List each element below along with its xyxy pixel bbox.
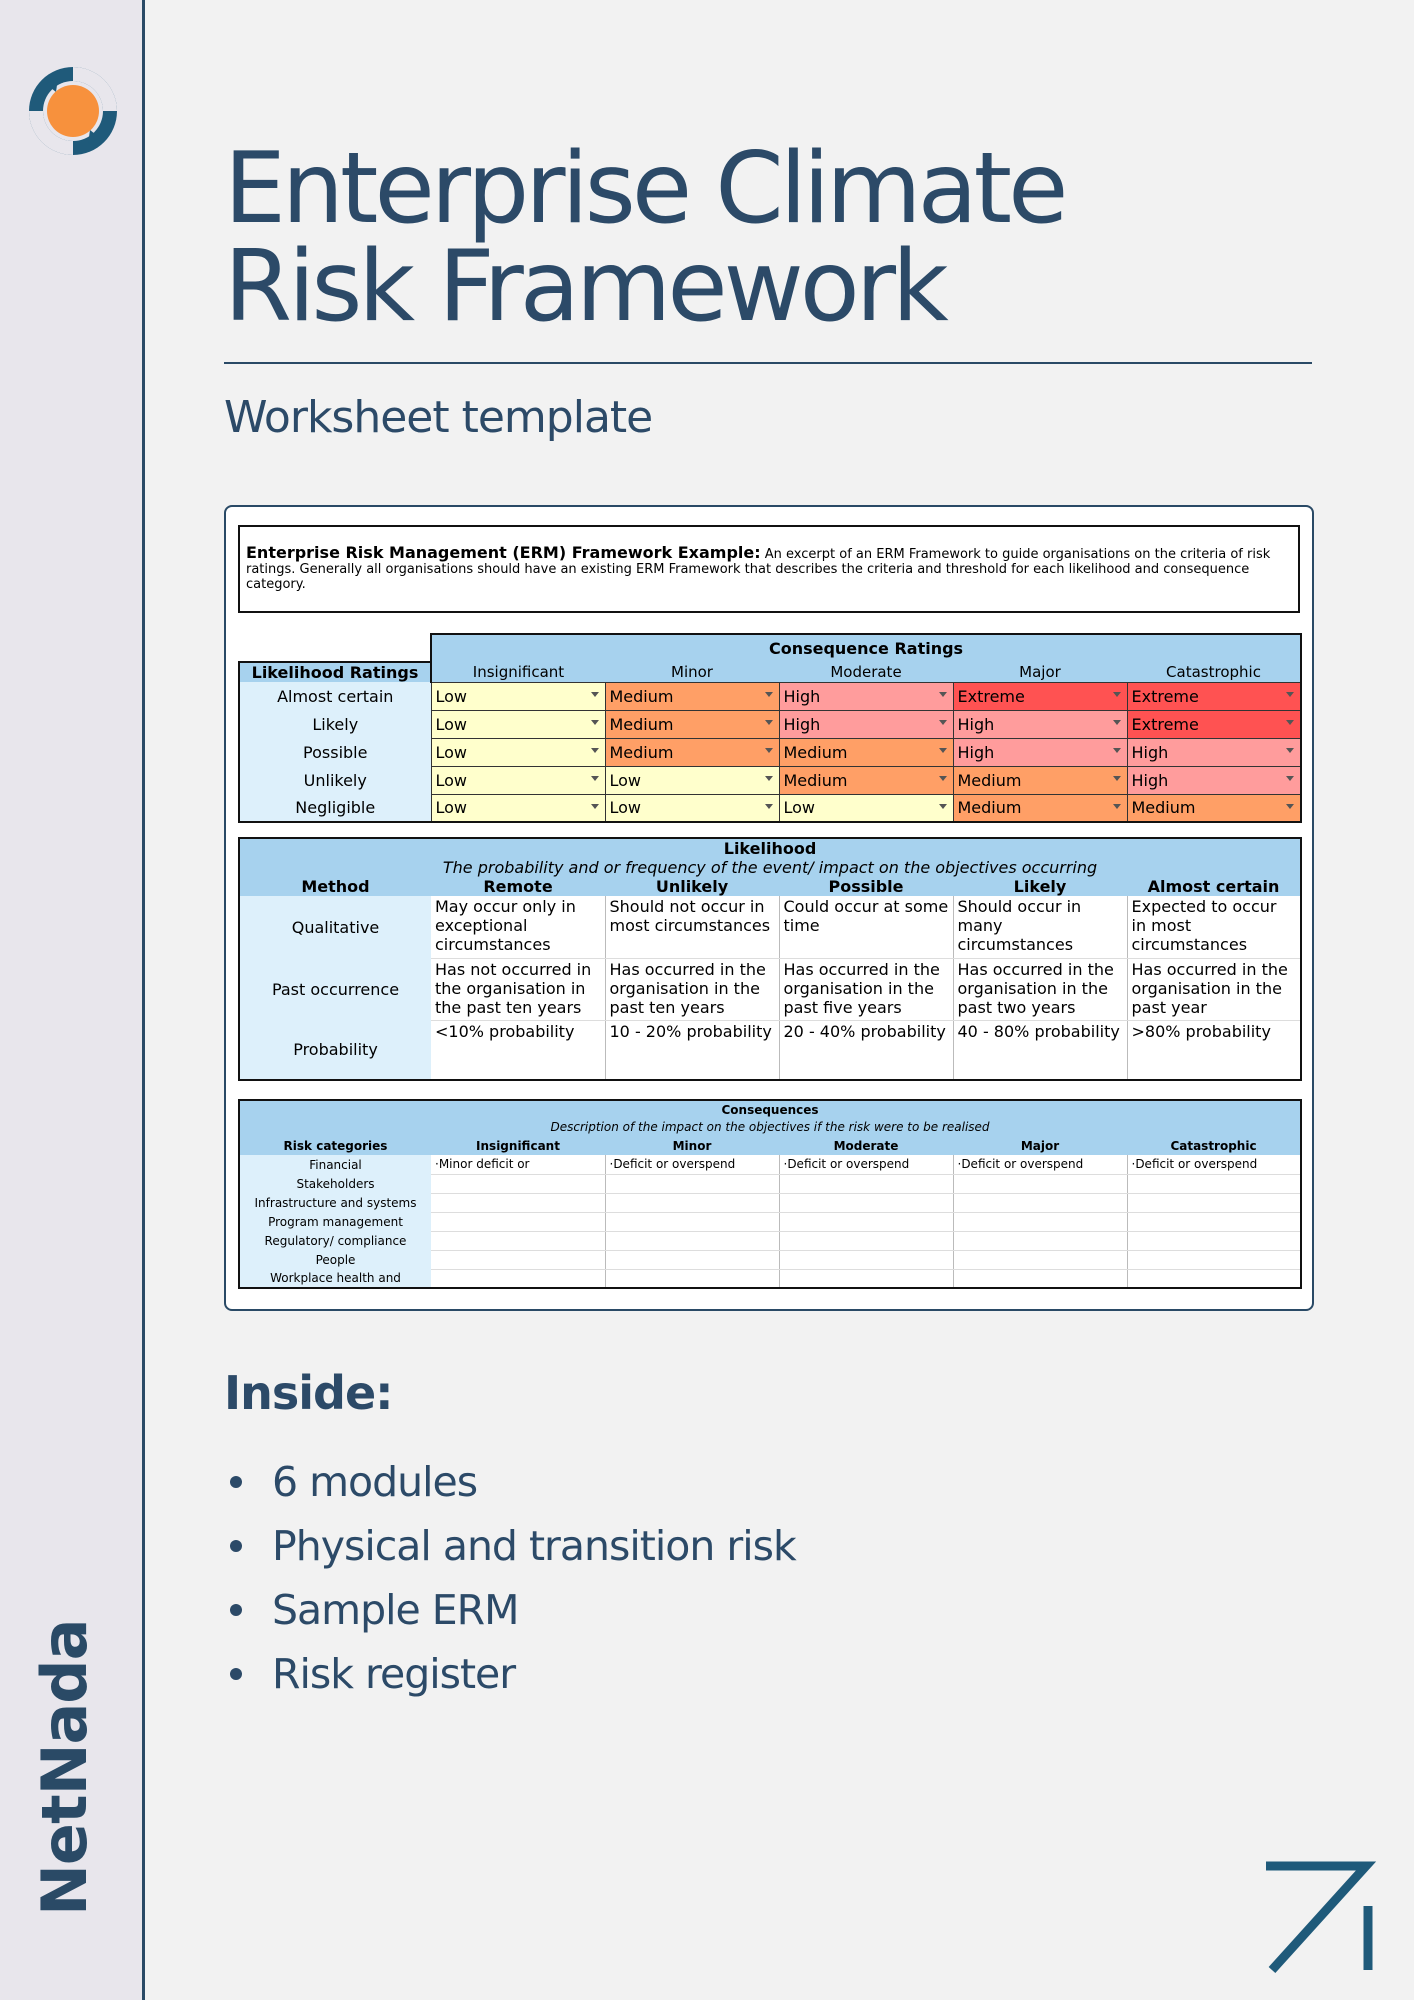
likelihood-cell: Expected to occur in most circumstances xyxy=(1127,896,1301,958)
risk-rating-dropdown[interactable] xyxy=(431,794,605,822)
risk-rating-value: Low xyxy=(435,770,468,790)
risk-rating-dropdown[interactable] xyxy=(779,738,953,766)
likelihood-title: Likelihood xyxy=(239,838,1301,858)
consequence-column-header: Catastrophic xyxy=(1127,1136,1301,1155)
dropdown-arrow-icon[interactable] xyxy=(765,776,773,781)
consequence-column-header: Insignificant xyxy=(431,662,605,682)
likelihood-cell: <10% probability xyxy=(431,1020,605,1080)
consequence-column-header: Insignificant xyxy=(431,1136,605,1155)
likelihood-column-header: Remote xyxy=(431,877,605,896)
consequence-column-header: Moderate xyxy=(779,662,953,682)
list-item-text: 6 modules xyxy=(272,1458,478,1506)
dropdown-arrow-icon[interactable] xyxy=(765,692,773,697)
consequence-column-header: Major xyxy=(953,1136,1127,1155)
consequences-description: Description of the impact on the objectives if the risk were to be realised xyxy=(239,1118,1301,1136)
risk-rating-value: Extreme xyxy=(957,686,1025,706)
consequence-cell[interactable] xyxy=(605,1231,779,1250)
risk-rating-dropdown[interactable] xyxy=(953,794,1127,822)
consequence-cell[interactable]: ·Deficit or overspend xyxy=(1127,1155,1301,1174)
likelihood-rating-label: Almost certain xyxy=(239,682,431,710)
likelihood-table xyxy=(238,837,1302,1081)
method-header: Method xyxy=(239,877,431,896)
consequence-cell[interactable] xyxy=(779,1174,953,1193)
risk-category-label: Workplace health and xyxy=(239,1269,431,1288)
consequence-cell[interactable] xyxy=(431,1250,605,1269)
likelihood-cell: >80% probability xyxy=(1127,1020,1301,1080)
likelihood-cell: Has occurred in the organisation in the past year xyxy=(1127,958,1301,1020)
matrix-row xyxy=(239,710,1301,738)
consequence-row xyxy=(239,1250,1301,1269)
likelihood-cell: Should not occur in most circumstances xyxy=(605,896,779,958)
consequence-cell[interactable]: ·Deficit or overspend xyxy=(779,1155,953,1174)
consequence-ratings-header: Consequence Ratings xyxy=(431,634,1301,662)
dropdown-arrow-icon[interactable] xyxy=(591,692,599,697)
method-label: Past occurrence xyxy=(239,958,431,1020)
consequence-cell[interactable] xyxy=(1127,1250,1301,1269)
risk-rating-dropdown[interactable] xyxy=(431,710,605,738)
risk-category-label: Infrastructure and systems xyxy=(239,1193,431,1212)
erm-intro-box xyxy=(238,525,1300,613)
risk-category-label: Financial xyxy=(239,1155,431,1174)
consequence-column-header: Minor xyxy=(605,1136,779,1155)
consequence-cell[interactable] xyxy=(953,1269,1127,1288)
risk-rating-value: Medium xyxy=(957,770,1022,790)
consequence-cell[interactable]: ·Deficit or overspend xyxy=(605,1155,779,1174)
risk-rating-dropdown[interactable] xyxy=(605,710,779,738)
risk-rating-value: High xyxy=(957,714,995,734)
consequence-cell[interactable] xyxy=(779,1231,953,1250)
likelihood-cell: Has occurred in the organisation in the past five years xyxy=(779,958,953,1020)
method-label: Probability xyxy=(239,1020,431,1080)
page-subtitle: Worksheet template xyxy=(224,392,653,443)
method-label: Qualitative xyxy=(239,896,431,958)
dropdown-arrow-icon[interactable] xyxy=(1113,804,1121,809)
worksheet-preview xyxy=(224,505,1314,1311)
likelihood-rating-label: Negligible xyxy=(239,794,431,822)
risk-rating-value: Extreme xyxy=(1131,686,1199,706)
dropdown-arrow-icon[interactable] xyxy=(765,804,773,809)
risk-rating-value: Low xyxy=(783,798,816,818)
likelihood-cell: Should occur in many circumstances xyxy=(953,896,1127,958)
dropdown-arrow-icon[interactable] xyxy=(765,720,773,725)
consequence-cell[interactable] xyxy=(953,1193,1127,1212)
likelihood-rating-label: Possible xyxy=(239,738,431,766)
dropdown-arrow-icon[interactable] xyxy=(591,804,599,809)
likelihood-cell: Has occurred in the organisation in the past two years xyxy=(953,958,1127,1020)
consequences-title: Consequences xyxy=(239,1100,1301,1118)
consequence-cell[interactable]: ·Deficit or overspend xyxy=(953,1155,1127,1174)
risk-rating-value: Low xyxy=(435,798,468,818)
dropdown-arrow-icon[interactable] xyxy=(1286,748,1294,753)
likelihood-cell: May occur only in exceptional circumstances xyxy=(431,896,605,958)
consequence-cell[interactable] xyxy=(605,1269,779,1288)
dropdown-arrow-icon[interactable] xyxy=(939,776,947,781)
risk-rating-dropdown[interactable] xyxy=(1127,766,1301,794)
consequence-cell[interactable] xyxy=(605,1174,779,1193)
bullet-icon xyxy=(230,1668,242,1680)
list-item xyxy=(224,1642,796,1706)
consequence-cell[interactable] xyxy=(605,1193,779,1212)
risk-rating-value: Low xyxy=(609,770,642,790)
risk-rating-value: High xyxy=(783,686,821,706)
consequence-cell[interactable] xyxy=(431,1269,605,1288)
list-item-text: Risk register xyxy=(272,1650,516,1698)
consequence-row xyxy=(239,1231,1301,1250)
risk-matrix-table xyxy=(238,633,1302,823)
risk-rating-dropdown[interactable] xyxy=(605,682,779,710)
dropdown-arrow-icon[interactable] xyxy=(1113,720,1121,725)
consequence-row xyxy=(239,1212,1301,1231)
consequence-cell[interactable] xyxy=(779,1193,953,1212)
risk-rating-dropdown[interactable] xyxy=(953,766,1127,794)
consequence-row xyxy=(239,1174,1301,1193)
risk-rating-dropdown[interactable] xyxy=(1127,794,1301,822)
risk-rating-value: High xyxy=(1131,742,1169,762)
consequence-cell[interactable] xyxy=(431,1212,605,1231)
dropdown-arrow-icon[interactable] xyxy=(939,720,947,725)
likelihood-ratings-header: Likelihood Ratings xyxy=(239,662,431,682)
consequences-table xyxy=(238,1099,1302,1289)
consequence-cell[interactable] xyxy=(953,1231,1127,1250)
likelihood-column-header: Unlikely xyxy=(605,877,779,896)
dropdown-arrow-icon[interactable] xyxy=(1286,692,1294,697)
bullet-icon xyxy=(230,1476,242,1488)
risk-rating-dropdown[interactable] xyxy=(779,794,953,822)
consequence-cell[interactable] xyxy=(1127,1193,1301,1212)
consequence-cell[interactable] xyxy=(1127,1231,1301,1250)
risk-rating-dropdown[interactable] xyxy=(779,766,953,794)
risk-rating-dropdown[interactable] xyxy=(1127,738,1301,766)
risk-rating-dropdown[interactable] xyxy=(431,738,605,766)
risk-rating-value: Medium xyxy=(609,686,674,706)
risk-rating-value: Medium xyxy=(609,714,674,734)
likelihood-cell: Has occurred in the organisation in the past ten years xyxy=(605,958,779,1020)
risk-rating-dropdown[interactable] xyxy=(779,682,953,710)
consequence-row xyxy=(239,1155,1301,1174)
consequence-column-header: Moderate xyxy=(779,1136,953,1155)
risk-category-label: Stakeholders xyxy=(239,1174,431,1193)
consequence-column-header: Major xyxy=(953,662,1127,682)
inside-heading: Inside: xyxy=(224,1366,393,1420)
dropdown-arrow-icon[interactable] xyxy=(591,776,599,781)
likelihood-column-header: Almost certain xyxy=(1127,877,1301,896)
dropdown-arrow-icon[interactable] xyxy=(591,720,599,725)
likelihood-description: The probability and or frequency of the event/ impact on the objectives occurring xyxy=(239,858,1301,877)
matrix-row xyxy=(239,794,1301,822)
likelihood-cell: 10 - 20% probability xyxy=(605,1020,779,1080)
consequence-cell[interactable] xyxy=(1127,1174,1301,1193)
likelihood-cell: Could occur at some time xyxy=(779,896,953,958)
likelihood-rating-label: Likely xyxy=(239,710,431,738)
consequence-cell[interactable] xyxy=(953,1174,1127,1193)
likelihood-column-header: Possible xyxy=(779,877,953,896)
dropdown-arrow-icon[interactable] xyxy=(939,804,947,809)
title-line-2: Risk Framework xyxy=(224,230,945,344)
risk-rating-value: Low xyxy=(435,714,468,734)
dropdown-arrow-icon[interactable] xyxy=(1113,692,1121,697)
likelihood-cell: Has not occurred in the organisation in the past ten years xyxy=(431,958,605,1020)
risk-rating-dropdown[interactable] xyxy=(605,794,779,822)
erm-text: An excerpt of an ERM Framework to guide organisations on the criteria of risk ratings. Generally all organisations should have an existing ERM Framework that describes the criteria and threshold for each likelihood and consequence category. xyxy=(246,547,1271,592)
risk-rating-dropdown[interactable] xyxy=(779,710,953,738)
consequence-cell[interactable] xyxy=(779,1250,953,1269)
consequence-cell[interactable] xyxy=(779,1212,953,1231)
list-item xyxy=(224,1578,796,1642)
erm-heading: Enterprise Risk Management (ERM) Framework Example: xyxy=(246,543,761,562)
likelihood-cell: 40 - 80% probability xyxy=(953,1020,1127,1080)
consequence-column-header: Catastrophic xyxy=(1127,662,1301,682)
dropdown-arrow-icon[interactable] xyxy=(1113,748,1121,753)
risk-rating-dropdown[interactable] xyxy=(953,738,1127,766)
list-item-text: Sample ERM xyxy=(272,1586,519,1634)
consequence-cell[interactable] xyxy=(1127,1212,1301,1231)
dropdown-arrow-icon[interactable] xyxy=(1113,776,1121,781)
list-item xyxy=(224,1514,796,1578)
risk-category-label: Regulatory/ compliance xyxy=(239,1231,431,1250)
risk-rating-dropdown[interactable] xyxy=(431,766,605,794)
likelihood-cell: 20 - 40% probability xyxy=(779,1020,953,1080)
consequence-cell[interactable] xyxy=(953,1212,1127,1231)
title-divider xyxy=(224,362,1312,364)
risk-rating-value: Extreme xyxy=(1131,714,1199,734)
dropdown-arrow-icon[interactable] xyxy=(765,748,773,753)
matrix-row xyxy=(239,682,1301,710)
risk-rating-dropdown[interactable] xyxy=(431,682,605,710)
dropdown-arrow-icon[interactable] xyxy=(1286,720,1294,725)
risk-category-label: People xyxy=(239,1250,431,1269)
risk-rating-value: Medium xyxy=(957,798,1022,818)
consequence-cell[interactable] xyxy=(431,1193,605,1212)
risk-categories-header: Risk categories xyxy=(239,1136,431,1155)
list-item xyxy=(224,1450,796,1514)
likelihood-column-header: Likely xyxy=(953,877,1127,896)
consequence-column-header: Minor xyxy=(605,662,779,682)
risk-rating-dropdown[interactable] xyxy=(953,682,1127,710)
risk-rating-value: High xyxy=(957,742,995,762)
risk-rating-value: High xyxy=(1131,770,1169,790)
dropdown-arrow-icon[interactable] xyxy=(1286,804,1294,809)
consequence-row xyxy=(239,1193,1301,1212)
risk-rating-dropdown[interactable] xyxy=(953,710,1127,738)
risk-rating-dropdown[interactable] xyxy=(1127,682,1301,710)
dropdown-arrow-icon[interactable] xyxy=(939,692,947,697)
likelihood-row xyxy=(239,896,1301,958)
risk-rating-value: Medium xyxy=(783,770,848,790)
risk-rating-dropdown[interactable] xyxy=(605,766,779,794)
risk-rating-dropdown[interactable] xyxy=(605,738,779,766)
list-item-text: Physical and transition risk xyxy=(272,1522,796,1570)
risk-rating-value: Low xyxy=(609,798,642,818)
risk-rating-value: Medium xyxy=(783,742,848,762)
risk-category-label: Program management xyxy=(239,1212,431,1231)
arrow-corner-icon xyxy=(1260,1858,1380,1978)
consequence-cell[interactable] xyxy=(953,1250,1127,1269)
consequence-cell[interactable]: ·Minor deficit or xyxy=(431,1155,605,1174)
likelihood-row xyxy=(239,958,1301,1020)
consequence-cell[interactable] xyxy=(431,1231,605,1250)
consequence-cell[interactable] xyxy=(431,1174,605,1193)
page-title xyxy=(224,132,1065,344)
netnada-logo-icon xyxy=(26,64,120,158)
risk-rating-value: Low xyxy=(435,742,468,762)
sidebar xyxy=(0,0,145,2000)
matrix-row xyxy=(239,738,1301,766)
dropdown-arrow-icon[interactable] xyxy=(1286,776,1294,781)
risk-rating-value: Medium xyxy=(609,742,674,762)
dropdown-arrow-icon[interactable] xyxy=(939,748,947,753)
matrix-row xyxy=(239,766,1301,794)
consequence-row xyxy=(239,1269,1301,1288)
title-line-1: Enterprise Climate xyxy=(224,132,1065,246)
likelihood-rating-label: Unlikely xyxy=(239,766,431,794)
consequence-cell[interactable] xyxy=(605,1250,779,1269)
risk-rating-dropdown[interactable] xyxy=(1127,710,1301,738)
dropdown-arrow-icon[interactable] xyxy=(591,748,599,753)
consequence-cell[interactable] xyxy=(605,1212,779,1231)
consequence-cell[interactable] xyxy=(1127,1269,1301,1288)
likelihood-row xyxy=(239,1020,1301,1080)
risk-rating-value: Low xyxy=(435,686,468,706)
risk-rating-value: Medium xyxy=(1131,798,1196,818)
bullet-icon xyxy=(230,1604,242,1616)
risk-rating-value: High xyxy=(783,714,821,734)
inside-list xyxy=(224,1450,796,1706)
consequence-cell[interactable] xyxy=(779,1269,953,1288)
brand-wordmark: NetNada xyxy=(28,1619,101,1916)
bullet-icon xyxy=(230,1540,242,1552)
